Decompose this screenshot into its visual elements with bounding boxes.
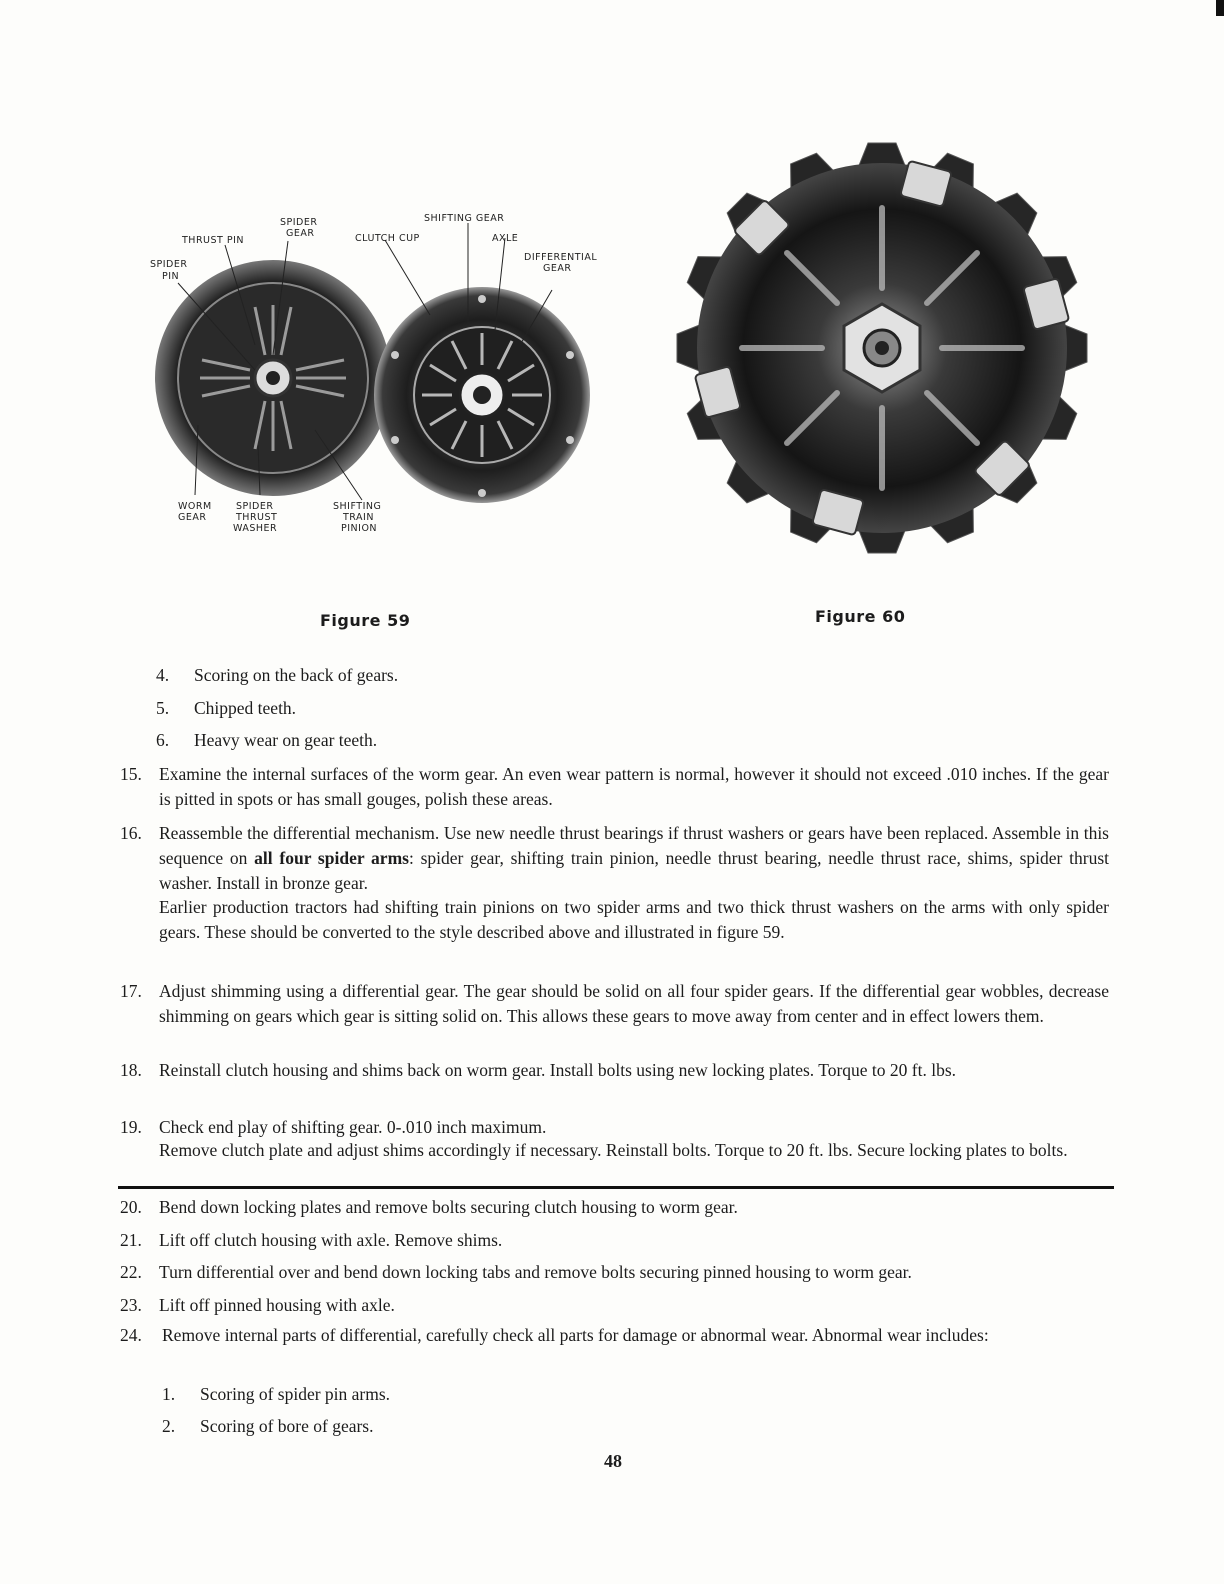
figure-59-image [140, 205, 620, 545]
step-number: 21. [120, 1230, 142, 1250]
step-number: 15. [120, 764, 142, 784]
list-item-number: 6. [156, 730, 170, 750]
list-item-number: 4. [156, 665, 170, 685]
step-15-text: Examine the internal surfaces of the worm gear. An even wear pattern is normal, however it should not exceed .010 inches. If the gear is pitted in spots or has small gouges, polish these areas. [159, 764, 1109, 809]
step-number: 20. [120, 1197, 142, 1217]
label-thrust-pin: THRUST PIN [182, 235, 244, 246]
label-spider-thrust-washer-1: SPIDER [236, 501, 274, 512]
step-22-text: Turn differential over and bend down locking tabs and remove bolts securing pinned housing to worm gear. [159, 1262, 912, 1282]
label-worm-gear-1: WORM [178, 501, 212, 512]
differential-gear-photo [677, 143, 1087, 553]
step-number: 17. [120, 981, 142, 1001]
label-axle: AXLE [492, 233, 519, 244]
label-spider-thrust-washer-2: THRUST [236, 512, 278, 523]
step-17-text: Adjust shimming using a differential gear. The gear should be solid on all four spider gears. If the differential gear wobbles, decrease shimming on gears which gear is sitting solid on. This allows these gears to move away from center and in effect lowers them. [159, 981, 1109, 1026]
figure-60-caption: Figure 60 [815, 607, 906, 626]
label-worm-gear-2: GEAR [178, 512, 207, 523]
step-16-text-a: Reassemble the differential mechanism. Use new needle thrust bearings if thrust washers or gears have been replaced. Assemble in this sequence on [159, 823, 1109, 868]
step-16-bold: all four spider arms [254, 848, 409, 868]
label-spider-thrust-washer-3: WASHER [233, 523, 278, 534]
step-19-text-a: Check end play of shifting gear. 0-.010 inch maximum. [159, 1117, 547, 1137]
step-23-text: Lift off pinned housing with axle. [159, 1295, 395, 1315]
label-shifting-train-pinion-1: SHIFTING [333, 501, 382, 512]
figure-59-caption: Figure 59 [320, 611, 411, 630]
label-differential-gear-1: DIFFERENTIAL [524, 252, 598, 263]
list-item: Heavy wear on gear teeth. [194, 730, 378, 750]
step-18-text: Reinstall clutch housing and shims back on worm gear. Install bolts using new locking plates. Torque to 20 ft. lbs. [159, 1060, 957, 1080]
label-shifting-gear: SHIFTING GEAR [424, 213, 505, 224]
step-16-text-b: : spider gear, shifting train pinion, needle thrust bearing, needle thrust race, shims, spider thrust washer. Install in bronze gear. [159, 848, 1109, 893]
step-16-text [159, 821, 1109, 896]
list-item-number: 1. [162, 1384, 176, 1404]
label-clutch-cup: CLUTCH CUP [355, 233, 420, 244]
corner-mark [1216, 0, 1224, 16]
label-shifting-train-pinion-2: TRAIN [343, 512, 374, 523]
step-number: 18. [120, 1060, 142, 1080]
label-spider-gear-2: GEAR [286, 228, 315, 239]
section-divider [118, 1186, 1114, 1189]
step-number: 22. [120, 1262, 142, 1282]
label-differential-gear-2: GEAR [543, 263, 572, 274]
list-item: Scoring of spider pin arms. [200, 1384, 391, 1404]
step-number: 16. [120, 823, 142, 843]
step-number: 24. [120, 1325, 142, 1345]
step-number: 23. [120, 1295, 142, 1315]
figure-60-image [672, 128, 1092, 568]
step-21-text: Lift off clutch housing with axle. Remove shims. [159, 1230, 503, 1250]
label-spider-pin-1: SPIDER [150, 259, 188, 270]
list-item-number: 5. [156, 698, 170, 718]
step-16-note: Earlier production tractors had shifting train pinions on two spider arms and two thick thrust washers on the arms with only spider gears. These should be converted to the style described above and illustrated in figure 59. [159, 897, 1109, 942]
list-item: Scoring of bore of gears. [200, 1416, 374, 1436]
label-shifting-train-pinion-3: PINION [341, 523, 378, 534]
list-item-number: 2. [162, 1416, 176, 1436]
list-item: Chipped teeth. [194, 698, 297, 718]
step-19-text-b: Remove clutch plate and adjust shims accordingly if necessary. Reinstall bolts. Torque to 20 ft. lbs. Secure locking plates to bolts. [159, 1140, 1068, 1160]
label-spider-pin-2: PIN [162, 271, 180, 282]
label-spider-gear-1: SPIDER [280, 217, 318, 228]
list-item: Scoring on the back of gears. [194, 665, 399, 685]
page-number: 48 [604, 1451, 622, 1471]
step-number: 19. [120, 1117, 142, 1137]
step-24-text: Remove internal parts of differential, carefully check all parts for damage or abnormal wear. Abnormal wear includes: [162, 1325, 989, 1345]
step-20-text: Bend down locking plates and remove bolts securing clutch housing to worm gear. [159, 1197, 738, 1217]
